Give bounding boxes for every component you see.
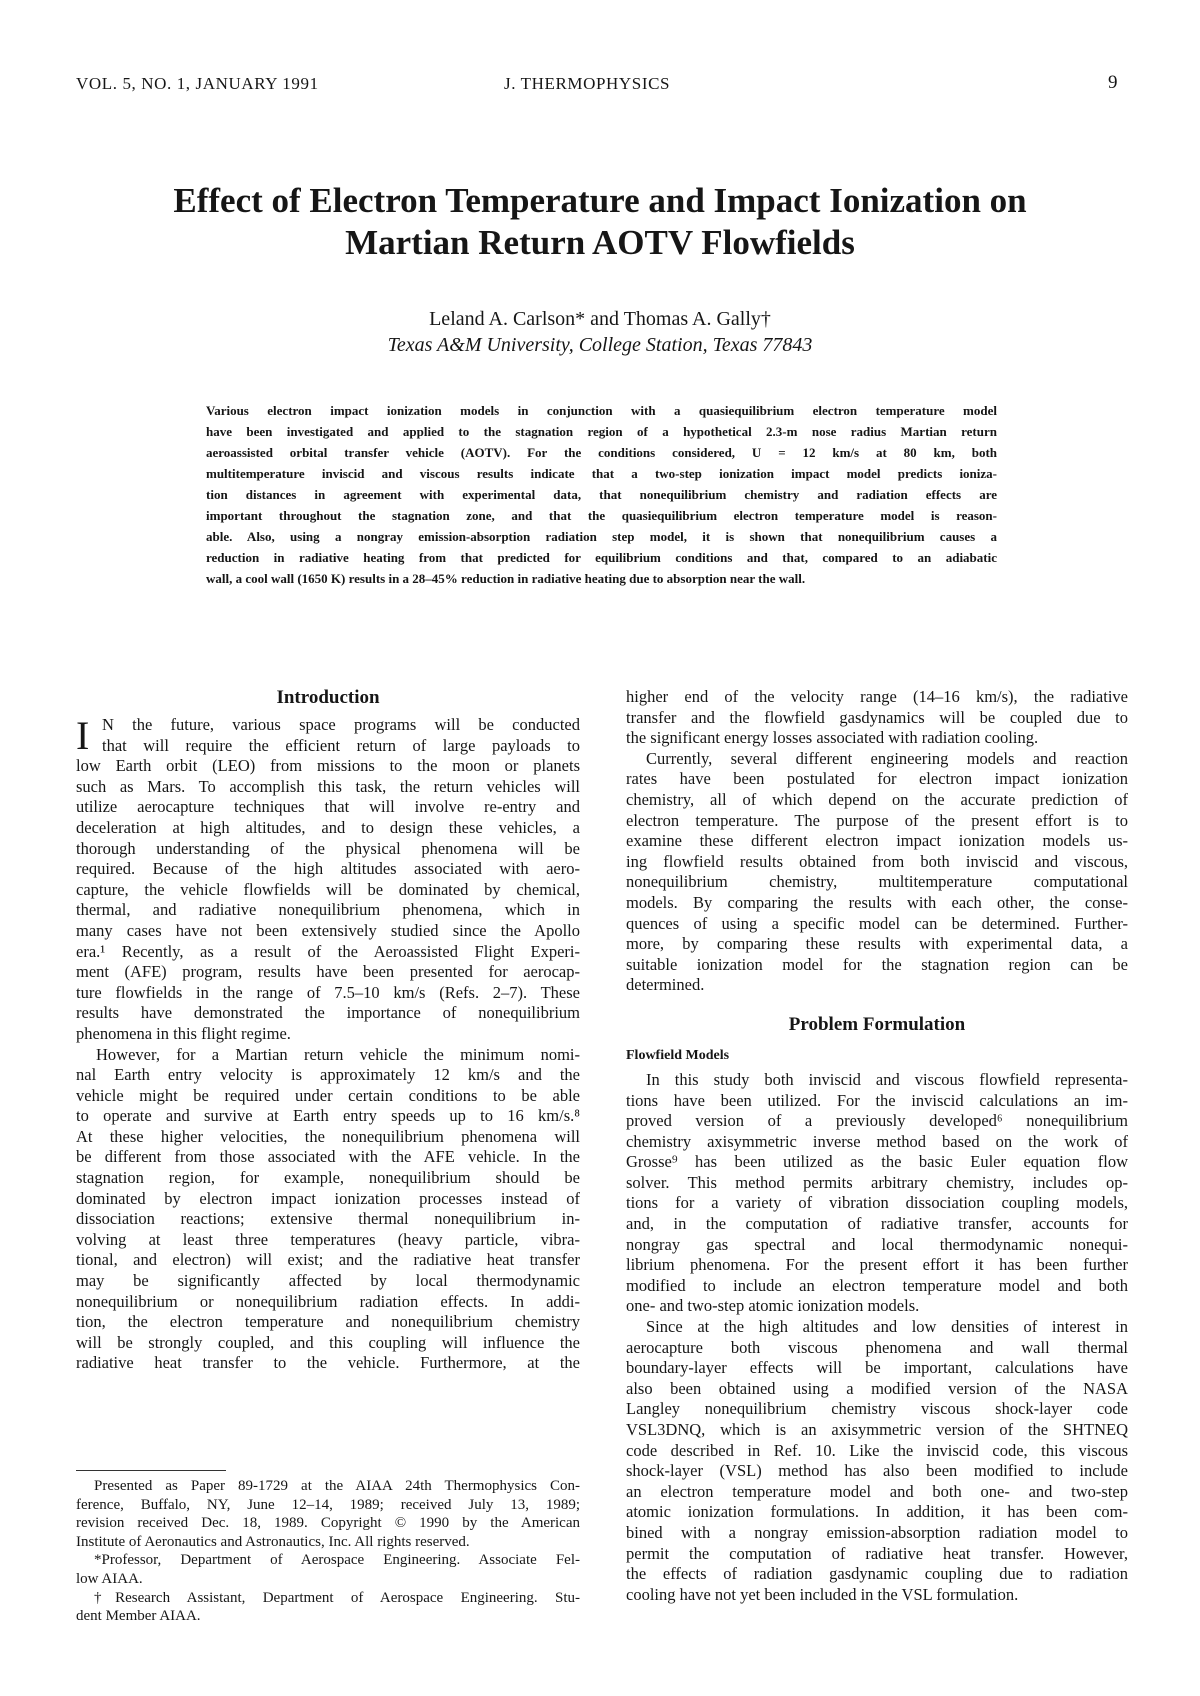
right-column <box>626 687 1128 1605</box>
abstract-line: multitemperature inviscid and viscous results indicate that a two-step ionization impact model predicts ioniza- <box>206 466 997 481</box>
intro-paragraph-1 <box>76 715 580 1045</box>
abstract-line: important throughout the stagnation zone, and that the quasiequilibrium electron temperature model is reason- <box>206 508 997 523</box>
body-line: quences of using a specific model can be determined. Further- <box>626 913 1128 933</box>
left-column <box>76 685 580 1374</box>
body-line: Grosse⁹ has been utilized as the basic Euler equation flow <box>626 1152 1128 1172</box>
body-line: stagnation region, for example, nonequilibrium should be <box>76 1168 580 1188</box>
paper-title <box>80 180 1120 264</box>
body-line: ing flowfield results obtained from both inviscid and viscous, <box>626 851 1128 871</box>
body-line: such as Mars. To accomplish this task, the return vehicles will <box>76 776 580 796</box>
footnote-line: Institute of Aeronautics and Astronautics, Inc. All rights reserved. <box>76 1533 470 1550</box>
title-line: Effect of Electron Temperature and Impact Ionization on <box>173 181 1027 220</box>
body-line: era.¹ Recently, as a result of the Aeroassisted Flight Experi- <box>76 941 580 961</box>
body-line: utilize aerocapture techniques that will involve re-entry and <box>76 797 580 817</box>
body-line: more, by comparing these results with experimental data, a <box>626 934 1128 954</box>
footnote-line: *Professor, Department of Aerospace Engineering. Associate Fel- <box>94 1552 580 1569</box>
body-line: aerocapture both viscous phenomena and wall thermal <box>626 1337 1128 1357</box>
body-line: dissociation reactions; extensive thermal nonequilibrium in- <box>76 1209 580 1229</box>
affiliation: Texas A&M University, College Station, Texas 77843 <box>387 334 813 356</box>
running-header-journal: J. THERMOPHYSICS <box>504 74 671 93</box>
abstract-line: able. Also, using a nongray emission-absorption radiation step model, it is shown that nonequilibrium causes a <box>206 529 997 544</box>
section-heading-problem-formulation: Problem Formulation <box>788 1013 966 1035</box>
footnote-line: low AIAA. <box>76 1570 143 1587</box>
intro-paragraph-2 <box>76 1045 580 1375</box>
body-line: tions have been utilized. For the inviscid calculations an im- <box>626 1090 1128 1110</box>
body-line: nal Earth entry velocity is approximately 12 km/s and the <box>76 1065 580 1085</box>
footnote-author-1 <box>76 1551 580 1588</box>
body-line: bined with a nongray emission-absorption radiation model to <box>626 1522 1128 1542</box>
body-line: tions for a variety of vibration dissociation coupling models, <box>626 1193 1128 1213</box>
body-line: determined. <box>626 975 705 995</box>
abstract-line: have been investigated and applied to the stagnation region of a hypothetical 2.3-m nose radius Martian return <box>206 424 997 439</box>
body-line: suitable ionization model for the stagnation region can be <box>626 954 1128 974</box>
body-line: cooling have not yet been included in the VSL formulation. <box>626 1584 1019 1604</box>
body-line: Since at the high altitudes and low densities of interest in <box>646 1317 1128 1337</box>
intro-paragraph-3 <box>626 749 1128 996</box>
page-number: 9 <box>1108 72 1118 93</box>
body-line: and, in the computation of radiative transfer, accounts for <box>626 1214 1128 1234</box>
body-line: also been obtained using a modified version of the NASA <box>626 1378 1128 1398</box>
abstract-line: reduction in radiative heating from that predicted for equilibrium conditions and that, compared to an adiabatic <box>206 550 997 565</box>
body-line: the significant energy losses associated with radiation cooling. <box>626 728 1039 748</box>
footnotes <box>76 1470 580 1626</box>
formulation-paragraph-1 <box>626 1070 1128 1317</box>
subsection-heading-flowfield-models: Flowfield Models <box>626 1047 730 1063</box>
body-line: proved version of a previously developed⁶ nonequilibrium <box>626 1111 1128 1131</box>
body-line: dominated by electron impact ionization processes instead of <box>76 1188 580 1208</box>
running-header-volume: VOL. 5, NO. 1, JANUARY 1991 <box>76 74 319 93</box>
body-line: rates have been postulated for electron impact ionization <box>626 769 1128 789</box>
formulation-paragraph-2 <box>626 1317 1128 1605</box>
body-line: tion, the electron temperature and nonequilibrium chemistry <box>76 1312 580 1332</box>
body-line: chemistry, all of which depend on the accurate prediction of <box>626 789 1128 809</box>
body-line: will be strongly coupled, and this coupling will influence the <box>76 1332 580 1352</box>
abstract-line: aeroassisted orbital transfer vehicle (AOTV). For the conditions considered, U = 12 km/s at 80 km, both <box>206 445 997 460</box>
body-line: the effects of radiation gasdynamic coupling due to radiation <box>626 1564 1128 1584</box>
body-line: higher end of the velocity range (14–16 km/s), the radiative <box>626 687 1128 706</box>
body-line: transfer and the flowfield gasdynamics will be coupled due to <box>626 707 1128 727</box>
footnote-presented <box>76 1477 580 1551</box>
drop-cap: I <box>76 713 90 758</box>
body-line: librium phenomena. For the present effort it has been further <box>626 1255 1128 1275</box>
footnote-line: †Research Assistant, Department of Aerospace Engineering. Stu- <box>94 1589 580 1606</box>
body-line: shock-layer (VSL) method has also been modified to include <box>626 1461 1128 1481</box>
abstract-line: Various electron impact ionization models in conjunction with a quasiequilibrium electron temperature model <box>206 403 997 418</box>
body-line: nongray gas spectral and local thermodynamic nonequi- <box>626 1234 1128 1254</box>
body-line: In this study both inviscid and viscous flowfield representa- <box>646 1069 1128 1089</box>
body-line: code described in Ref. 10. Like the inviscid code, this viscous <box>626 1440 1128 1460</box>
body-line: thermal, and radiative nonequilibrium phenomena, which in <box>76 900 580 920</box>
body-line: to operate and survive at Earth entry speeds up to 16 km/s.⁸ <box>76 1106 580 1126</box>
body-line: may be significantly affected by local thermodynamic <box>76 1271 580 1291</box>
body-line: Currently, several different engineering models and reaction <box>646 748 1128 768</box>
body-line: models. By comparing the results with each other, the conse- <box>626 892 1128 912</box>
body-line: capture, the vehicle flowfields will be dominated by chemical, <box>76 879 580 899</box>
body-line: thorough understanding of the physical phenomena will be <box>76 838 580 858</box>
body-line: nonequilibrium chemistry, multitemperature computational <box>626 872 1128 892</box>
body-line: chemistry axisymmetric inverse method based on the work of <box>626 1131 1128 1151</box>
authors: Leland A. Carlson* and Thomas A. Gally† <box>429 308 771 330</box>
body-line: At these higher velocities, the nonequilibrium phenomena will <box>76 1126 580 1146</box>
intro-paragraph-2-continued <box>626 687 1128 749</box>
body-line: tional, and electron) will exist; and the radiative heat transfer <box>76 1250 580 1270</box>
body-line: required. Because of the high altitudes associated with aero- <box>76 859 580 879</box>
body-line: volving at least three temperatures (heavy particle, vibra- <box>76 1229 580 1249</box>
body-line: be different from those associated with the AFE vehicle. In the <box>76 1147 580 1167</box>
body-line: one- and two-step atomic ionization models. <box>626 1296 920 1316</box>
body-line: low Earth orbit (LEO) from missions to the moon or planets <box>76 756 580 776</box>
body-line: phenomena in this flight regime. <box>76 1023 291 1043</box>
footnote-line: dent Member AIAA. <box>76 1608 201 1625</box>
body-line: deceleration at high altitudes, and to design these vehicles, a <box>76 817 580 837</box>
abstract <box>206 400 997 589</box>
body-line: radiative heat transfer to the vehicle. Furthermore, at the <box>76 1353 580 1373</box>
body-line: that will require the efficient return of large payloads to <box>102 735 580 755</box>
body-line: solver. This method permits arbitrary chemistry, includes op- <box>626 1172 1128 1192</box>
footnote-author-2 <box>76 1589 580 1626</box>
body-line: many cases have not been extensively studied since the Apollo <box>76 920 580 940</box>
body-line: results have demonstrated the importance of nonequilibrium <box>76 1003 580 1023</box>
body-line: ture flowfields in the range of 7.5–10 km/s (Refs. 2–7). These <box>76 982 580 1002</box>
footnote-line: ference, Buffalo, NY, June 12–14, 1989; received July 13, 1989; <box>76 1496 580 1513</box>
body-line: ment (AFE) program, results have been presented for aerocap- <box>76 962 580 982</box>
section-heading-introduction: Introduction <box>276 687 380 708</box>
title-line: Martian Return AOTV Flowfields <box>345 223 855 262</box>
body-line: examine these different electron impact ionization models us- <box>626 831 1128 851</box>
body-line: atomic ionization formulations. In addition, it has been com- <box>626 1502 1128 1522</box>
body-line: electron temperature. The purpose of the present effort is to <box>626 810 1128 830</box>
body-line: modified to include an electron temperature model and both <box>626 1275 1128 1295</box>
footnote-line: revision received Dec. 18, 1989. Copyright © 1990 by the American <box>76 1515 580 1532</box>
body-line: boundary-layer effects will be important, calculations have <box>626 1358 1128 1378</box>
body-line: However, for a Martian return vehicle the minimum nomi- <box>96 1044 580 1064</box>
body-line: vehicle might be required under certain conditions to be able <box>76 1085 580 1105</box>
footnote-rule <box>76 1470 226 1471</box>
body-line: nonequilibrium or nonequilibrium radiation effects. In addi- <box>76 1291 580 1311</box>
footnote-line: Presented as Paper 89-1729 at the AIAA 24th Thermophysics Con- <box>94 1478 580 1494</box>
body-line: VSL3DNQ, which is an axisymmetric version of the SHTNEQ <box>626 1420 1128 1439</box>
body-line: Langley nonequilibrium chemistry viscous shock-layer code <box>626 1399 1128 1419</box>
body-line: permit the computation of radiative heat transfer. However, <box>626 1543 1128 1563</box>
abstract-line: wall, a cool wall (1650 K) results in a 28–45% reduction in radiative heating due to absorption near the wall. <box>206 571 806 586</box>
abstract-line: tion distances in agreement with experimental data, that nonequilibrium chemistry and radiation effects are <box>206 487 997 502</box>
body-line: an electron temperature model and both one- and two-step <box>626 1481 1128 1501</box>
body-line: N the future, various space programs will be conducted <box>102 715 580 734</box>
